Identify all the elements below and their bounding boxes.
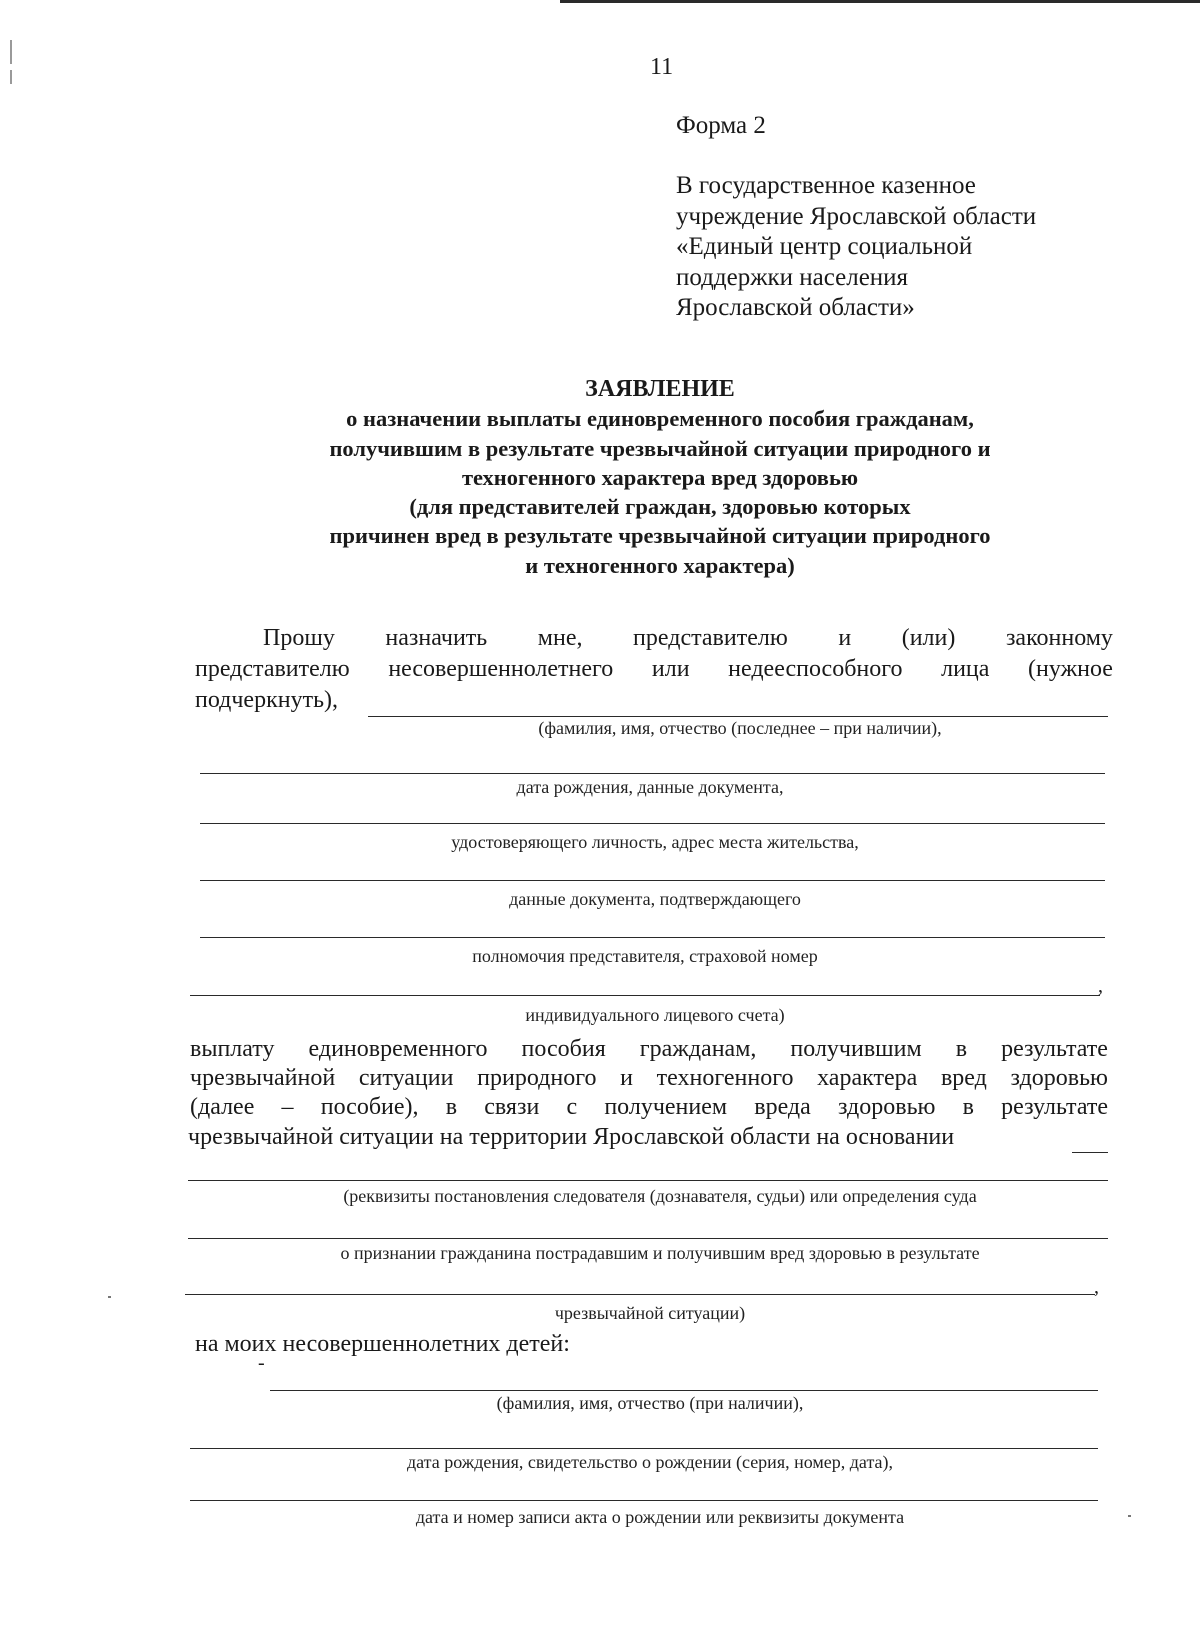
word: мне,: [537, 625, 583, 651]
addressee-line: В государственное казенное: [676, 172, 976, 199]
addressee-line: поддержки населения: [676, 263, 909, 291]
title-line: о назначении выплаты единовременного пособия гражданам,: [346, 406, 974, 432]
word: здоровью: [1010, 1065, 1108, 1091]
word: представителю: [195, 656, 350, 682]
payment-line-4: чрезвычайной ситуации на территории Ярославской области на основании: [188, 1124, 955, 1150]
word: гражданам,: [639, 1036, 757, 1062]
title-line: (для представителей граждан, здоровью которых: [409, 494, 911, 520]
word: Прошу: [263, 625, 335, 651]
word: результате: [1001, 1036, 1108, 1062]
word: в: [955, 1036, 968, 1062]
field-caption: чрезвычайной ситуации): [554, 1303, 746, 1323]
title-line: техногенного характера вред здоровью: [461, 464, 859, 490]
word: с: [566, 1094, 578, 1120]
word: назначить: [385, 625, 488, 651]
word: и: [838, 625, 852, 651]
word: ситуации: [358, 1065, 454, 1091]
word: характера: [817, 1065, 918, 1091]
title-line: и техногенного характера): [525, 552, 795, 578]
payment-line-2: [190, 1065, 1108, 1092]
scan-margin-mark: [10, 70, 12, 84]
payment-line-3: [190, 1094, 1108, 1121]
word: в: [962, 1094, 974, 1120]
basis-field-start[interactable]: [1072, 1152, 1108, 1153]
field-caption: (реквизиты постановления следователя (дознавателя, судьи) или определения суда: [343, 1186, 977, 1206]
addressee-line: Ярославской области»: [676, 294, 915, 321]
word: природного: [477, 1065, 597, 1091]
page-number: 11: [650, 54, 674, 80]
word: техногенного: [656, 1065, 794, 1091]
scan-margin-mark: [10, 40, 12, 64]
word: единовременного: [308, 1036, 488, 1062]
title-line: получившим в результате чрезвычайной ситуации природного и: [329, 435, 991, 461]
field-caption: (фамилия, имя, отчество (при наличии),: [496, 1393, 804, 1413]
addressee-line: учреждение Ярославской области: [676, 202, 1037, 230]
request-line-2: [195, 656, 1113, 683]
word: чрезвычайной: [190, 1065, 336, 1091]
field-caption: удостоверяющего личность, адрес места жительства,: [451, 832, 859, 852]
word: или: [651, 656, 690, 682]
comma: ,: [1098, 975, 1103, 997]
scan-speck: [1128, 1515, 1131, 1517]
applicant-birthdate-field[interactable]: [200, 773, 1105, 774]
word: лица: [941, 656, 990, 682]
document-title: [240, 375, 1080, 580]
word: недееспособного: [728, 656, 903, 682]
title-line: причинен вред в результате чрезвычайной ситуации природного: [329, 523, 991, 549]
applicant-name-field[interactable]: [368, 716, 1108, 717]
word: здоровью: [837, 1094, 936, 1120]
addressee-block: [676, 171, 1036, 324]
word: вреда: [754, 1094, 811, 1120]
applicant-address-field[interactable]: [200, 880, 1105, 881]
field-caption: (фамилия, имя, отчество (последнее – при наличии),: [538, 718, 942, 738]
field-caption: данные документа, подтверждающего: [509, 889, 801, 909]
word: (или): [901, 625, 956, 651]
children-intro: на моих несовершеннолетних детей:: [195, 1331, 570, 1357]
word: в: [445, 1094, 458, 1120]
word: несовершеннолетнего: [388, 656, 614, 682]
word: пособия: [521, 1036, 606, 1062]
applicant-id-document-field[interactable]: [200, 823, 1105, 824]
child-name-field[interactable]: [270, 1390, 1098, 1391]
word: и: [620, 1065, 633, 1091]
insurance-number-field[interactable]: [190, 995, 1100, 996]
word: вред: [940, 1065, 987, 1091]
request-line-3: подчеркнуть),: [195, 687, 339, 713]
field-caption: дата рождения, данные документа,: [516, 777, 784, 797]
word: результате: [1001, 1094, 1108, 1120]
child-birth-certificate-field[interactable]: [190, 1448, 1098, 1449]
word: связи: [484, 1094, 540, 1120]
comma: ,: [1094, 1276, 1099, 1298]
addressee-line: «Единый центр социальной: [676, 233, 973, 260]
word: законному: [1005, 625, 1113, 651]
child-birth-record-field[interactable]: [190, 1500, 1098, 1501]
basis-decision-field-2[interactable]: [188, 1238, 1108, 1239]
field-caption: дата и номер записи акта о рождении или реквизиты документа: [415, 1507, 905, 1527]
field-caption: о признании гражданина пострадавшим и получившим вред здоровью в результате: [340, 1243, 980, 1263]
word: выплату: [190, 1036, 275, 1062]
scan-edge-line: [560, 0, 1200, 3]
word: –: [281, 1094, 294, 1120]
word: представителю: [633, 625, 788, 651]
word: пособие),: [320, 1094, 419, 1120]
basis-decision-field[interactable]: [188, 1180, 1108, 1181]
word: получившим: [790, 1036, 922, 1062]
field-caption: дата рождения, свидетельство о рождении (серия, номер, дата),: [406, 1452, 894, 1472]
field-caption: индивидуального лицевого счета): [525, 1005, 785, 1025]
word: получением: [604, 1094, 728, 1120]
payment-line-1: [190, 1036, 1108, 1063]
title-main: ЗАЯВЛЕНИЕ: [585, 376, 735, 402]
scan-speck: [108, 1296, 111, 1298]
word: (далее: [190, 1094, 255, 1120]
word: (нужное: [1028, 656, 1113, 682]
child-list-dash: -: [258, 1352, 265, 1374]
request-line-1: [263, 625, 1113, 652]
basis-decision-field-3[interactable]: [185, 1294, 1095, 1295]
form-label: Форма 2: [676, 112, 766, 139]
representative-authority-field[interactable]: [200, 937, 1105, 938]
field-caption: полномочия представителя, страховой номер: [472, 946, 818, 966]
